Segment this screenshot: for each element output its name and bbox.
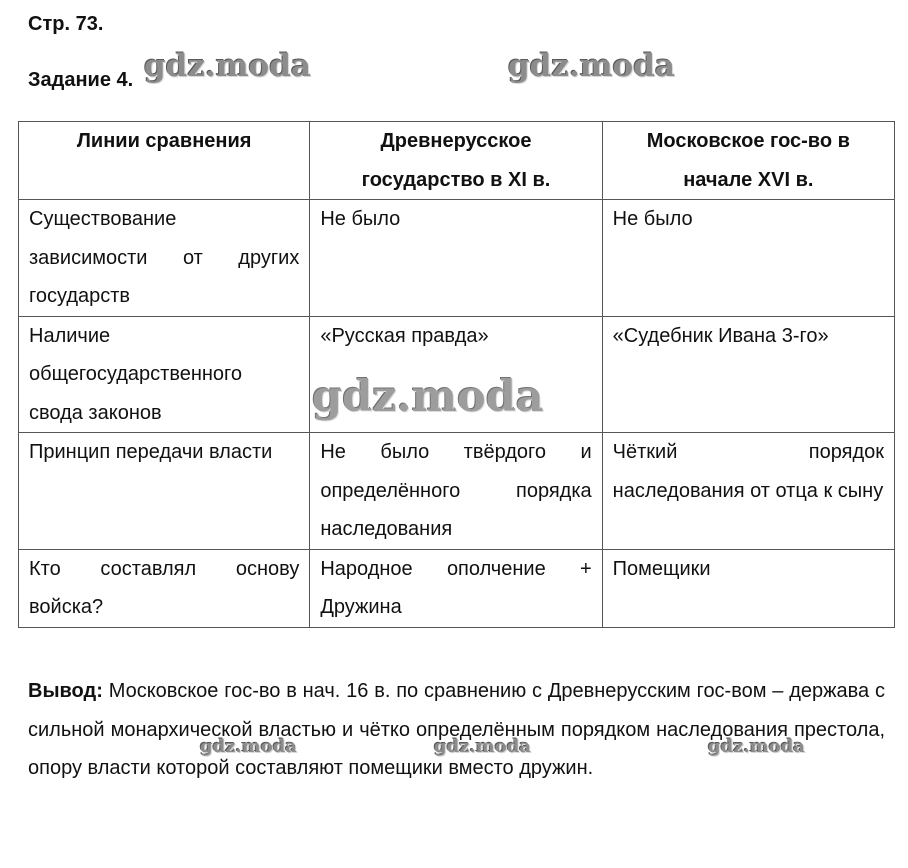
table-cell: Не было [602, 200, 894, 317]
watermark: gdz.moda [144, 48, 311, 84]
watermark: gdz.moda [200, 736, 297, 757]
table-cell: Народное ополчение + Дружина [310, 549, 602, 627]
table-cell: Принцип передачи власти [19, 433, 310, 550]
watermark: gdz.moda [312, 372, 544, 422]
table-cell: Наличие общегосударственного свода законов [19, 316, 310, 433]
table-row [19, 316, 895, 433]
column-header: Древнерусское государство в XI в. [310, 122, 602, 200]
table-cell: Существование зависимости от других государств [19, 200, 310, 317]
conclusion-text: Московское гос-во в нач. 16 в. по сравнению с Древнерусским гос-вом – держава с сильной монархической властью и чётко определённым порядком наследования престола, опору власти которой составляют помещики вместо дружин. [28, 680, 885, 779]
watermark: gdz.moda [508, 48, 675, 84]
table-header-row [19, 122, 895, 200]
watermark: gdz.moda [434, 736, 531, 757]
table-cell: Чёткий порядок наследования от отца к сыну [602, 433, 894, 550]
table-row [19, 433, 895, 550]
conclusion-paragraph [28, 672, 885, 788]
table-cell: «Русская правда» [310, 316, 602, 433]
column-header: Линии сравнения [19, 122, 310, 200]
table-cell: Не было твёрдого и определённого порядка наследования [310, 433, 602, 550]
column-header: Московское гос-во в начале XVI в. [602, 122, 894, 200]
table-row [19, 200, 895, 317]
table-cell: Помещики [602, 549, 894, 627]
table-row [19, 549, 895, 627]
table-cell: «Судебник Ивана 3-го» [602, 316, 894, 433]
conclusion-label: Вывод: [28, 680, 103, 702]
table-cell: Не было [310, 200, 602, 317]
task-title: Задание 4. [28, 69, 134, 91]
table-cell: Кто составлял основу войска? [19, 549, 310, 627]
comparison-table [18, 121, 895, 628]
watermark: gdz.moda [708, 736, 805, 757]
page-number: Стр. 73. [28, 13, 104, 35]
